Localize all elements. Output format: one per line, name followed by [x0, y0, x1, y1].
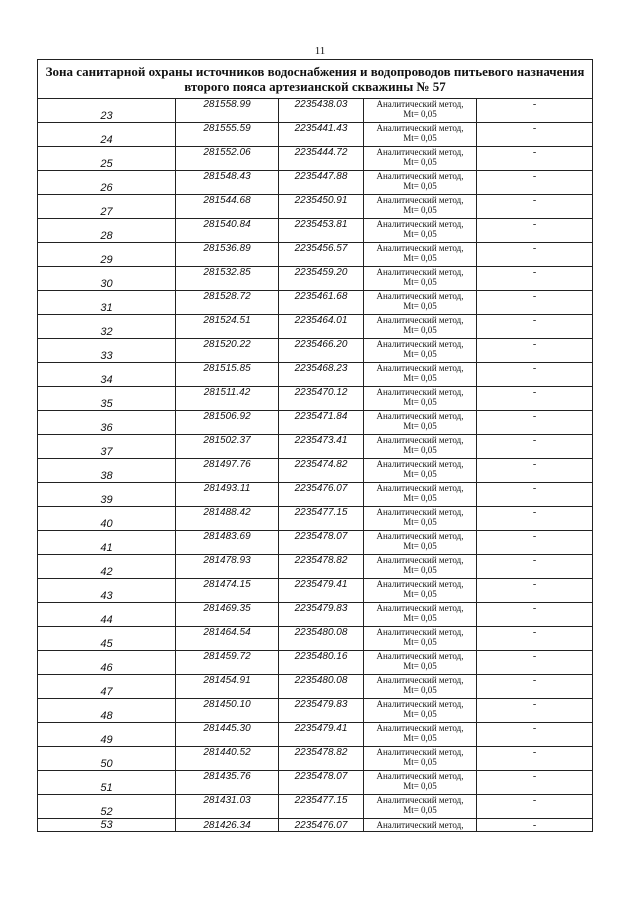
method-accuracy: Mt= 0,05 — [403, 181, 437, 191]
method-accuracy: Mt= 0,05 — [403, 229, 437, 239]
coordinate-y: 2235444.72 — [279, 147, 364, 171]
point-number: 41 — [38, 531, 176, 555]
table-row — [38, 771, 593, 795]
coordinates-table — [37, 59, 593, 832]
method-cell — [364, 459, 477, 483]
coordinate-x: 281464.54 — [176, 627, 279, 651]
point-number: 52 — [38, 795, 176, 819]
point-number: 32 — [38, 315, 176, 339]
point-number: 44 — [38, 603, 176, 627]
method-name: Аналитический метод, — [376, 147, 464, 157]
coordinate-y: 2235480.08 — [279, 675, 364, 699]
method-cell — [364, 363, 477, 387]
point-number: 42 — [38, 555, 176, 579]
table-row — [38, 195, 593, 219]
description-cell: - — [477, 243, 593, 267]
method-cell — [364, 99, 477, 123]
method-cell — [364, 291, 477, 315]
method-accuracy: Mt= 0,05 — [403, 661, 437, 671]
description-cell: - — [477, 483, 593, 507]
method-accuracy: Mt= 0,05 — [403, 133, 437, 143]
table-row — [38, 291, 593, 315]
table-row — [38, 339, 593, 363]
method-accuracy: Mt= 0,05 — [403, 301, 437, 311]
method-accuracy: Mt= 0,05 — [403, 709, 437, 719]
method-accuracy: Mt= 0,05 — [403, 277, 437, 287]
table-row — [38, 315, 593, 339]
method-accuracy: Mt= 0,05 — [403, 517, 437, 527]
point-number: 25 — [38, 147, 176, 171]
coordinate-x: 281454.91 — [176, 675, 279, 699]
description-cell: - — [477, 819, 593, 832]
description-cell: - — [477, 603, 593, 627]
method-name: Аналитический метод, — [376, 435, 464, 445]
description-cell: - — [477, 435, 593, 459]
table-row — [38, 435, 593, 459]
description-cell: - — [477, 795, 593, 819]
method-cell — [364, 651, 477, 675]
coordinate-y: 2235438.03 — [279, 99, 364, 123]
point-number: 31 — [38, 291, 176, 315]
table-row — [38, 171, 593, 195]
method-cell — [364, 435, 477, 459]
table-row — [38, 819, 593, 832]
method-name: Аналитический метод, — [376, 603, 464, 613]
description-cell: - — [477, 291, 593, 315]
method-cell — [364, 219, 477, 243]
method-name: Аналитический метод, — [376, 171, 464, 181]
table-row — [38, 387, 593, 411]
method-name: Аналитический метод, — [376, 483, 464, 493]
method-cell — [364, 507, 477, 531]
table-row — [38, 507, 593, 531]
method-name: Аналитический метод, — [376, 507, 464, 517]
description-cell: - — [477, 747, 593, 771]
table-row — [38, 651, 593, 675]
point-number: 36 — [38, 411, 176, 435]
description-cell: - — [477, 699, 593, 723]
table-row — [38, 123, 593, 147]
method-cell — [364, 483, 477, 507]
method-accuracy: Mt= 0,05 — [403, 541, 437, 551]
table-row — [38, 483, 593, 507]
coordinate-x: 281426.34 — [176, 819, 279, 832]
method-name: Аналитический метод, — [376, 219, 464, 229]
method-cell — [364, 627, 477, 651]
method-accuracy: Mt= 0,05 — [403, 421, 437, 431]
description-cell: - — [477, 651, 593, 675]
description-cell: - — [477, 627, 593, 651]
method-cell — [364, 747, 477, 771]
method-cell — [364, 699, 477, 723]
coordinate-y: 2235441.43 — [279, 123, 364, 147]
point-number: 39 — [38, 483, 176, 507]
table-row — [38, 603, 593, 627]
method-name: Аналитический метод, — [376, 123, 464, 133]
point-number: 38 — [38, 459, 176, 483]
coordinate-x: 281515.85 — [176, 363, 279, 387]
method-cell — [364, 531, 477, 555]
point-number: 23 — [38, 99, 176, 123]
method-name: Аналитический метод, — [376, 627, 464, 637]
table-title: Зона санитарной охраны источников водоснабжения и водопроводов питьевого назначения второго пояса артезианской скважины № 57 — [38, 60, 593, 99]
coordinate-x: 281450.10 — [176, 699, 279, 723]
table-title-row — [38, 60, 593, 99]
coordinate-y: 2235478.82 — [279, 747, 364, 771]
method-name: Аналитический метод, — [376, 291, 464, 301]
table-row — [38, 363, 593, 387]
description-cell: - — [477, 171, 593, 195]
method-name: Аналитический метод, — [376, 555, 464, 565]
coordinate-x: 281524.51 — [176, 315, 279, 339]
method-accuracy: Mt= 0,05 — [403, 613, 437, 623]
page-number: 11 — [314, 45, 326, 57]
coordinate-y: 2235478.82 — [279, 555, 364, 579]
method-accuracy: Mt= 0,05 — [403, 757, 437, 767]
method-name: Аналитический метод, — [376, 267, 464, 277]
point-number: 50 — [38, 747, 176, 771]
method-cell — [364, 123, 477, 147]
table-row — [38, 747, 593, 771]
method-accuracy: Mt= 0,05 — [403, 205, 437, 215]
coordinate-y: 2235476.07 — [279, 483, 364, 507]
coordinate-x: 281435.76 — [176, 771, 279, 795]
method-accuracy: Mt= 0,05 — [403, 781, 437, 791]
description-cell: - — [477, 675, 593, 699]
coordinate-x: 281488.42 — [176, 507, 279, 531]
method-cell — [364, 723, 477, 747]
method-accuracy: Mt= 0,05 — [403, 589, 437, 599]
coordinate-y: 2235476.07 — [279, 819, 364, 832]
method-name: Аналитический метод, — [376, 771, 464, 781]
method-accuracy: Mt= 0,05 — [403, 637, 437, 647]
point-number: 33 — [38, 339, 176, 363]
method-cell — [364, 795, 477, 819]
description-cell: - — [477, 387, 593, 411]
coordinate-y: 2235468.23 — [279, 363, 364, 387]
coordinate-y: 2235480.16 — [279, 651, 364, 675]
point-number: 43 — [38, 579, 176, 603]
coordinate-x: 281497.76 — [176, 459, 279, 483]
description-cell: - — [477, 531, 593, 555]
coordinate-y: 2235471.84 — [279, 411, 364, 435]
coordinate-y: 2235477.15 — [279, 507, 364, 531]
method-cell — [364, 171, 477, 195]
method-name: Аналитический метод, — [376, 99, 464, 109]
coordinate-y: 2235461.68 — [279, 291, 364, 315]
coordinate-x: 281431.03 — [176, 795, 279, 819]
method-accuracy: Mt= 0,05 — [403, 565, 437, 575]
table-row — [38, 555, 593, 579]
coordinate-x: 281440.52 — [176, 747, 279, 771]
table-row — [38, 459, 593, 483]
coordinate-x: 281532.85 — [176, 267, 279, 291]
method-name: Аналитический метод, — [376, 195, 464, 205]
coordinate-y: 2235450.91 — [279, 195, 364, 219]
coordinate-x: 281528.72 — [176, 291, 279, 315]
method-name: Аналитический метод, — [376, 699, 464, 709]
coordinate-y: 2235477.15 — [279, 795, 364, 819]
point-number: 37 — [38, 435, 176, 459]
description-cell: - — [477, 315, 593, 339]
coordinate-x: 281469.35 — [176, 603, 279, 627]
point-number: 45 — [38, 627, 176, 651]
description-cell: - — [477, 99, 593, 123]
point-number: 53 — [38, 819, 176, 832]
point-number: 30 — [38, 267, 176, 291]
method-name: Аналитический метод, — [376, 795, 464, 805]
coordinate-x: 281511.42 — [176, 387, 279, 411]
coordinate-x: 281474.15 — [176, 579, 279, 603]
table-row — [38, 243, 593, 267]
coordinate-x: 281506.92 — [176, 411, 279, 435]
coordinate-y: 2235480.08 — [279, 627, 364, 651]
description-cell: - — [477, 411, 593, 435]
coordinate-x: 281540.84 — [176, 219, 279, 243]
method-name: Аналитический метод, — [376, 531, 464, 541]
method-accuracy: Mt= 0,05 — [403, 493, 437, 503]
method-name: Аналитический метод, — [376, 675, 464, 685]
point-number: 26 — [38, 171, 176, 195]
point-number: 49 — [38, 723, 176, 747]
description-cell: - — [477, 363, 593, 387]
description-cell: - — [477, 123, 593, 147]
point-number: 29 — [38, 243, 176, 267]
coordinate-x: 281493.11 — [176, 483, 279, 507]
coordinate-y: 2235479.41 — [279, 579, 364, 603]
description-cell: - — [477, 339, 593, 363]
method-accuracy: Mt= 0,05 — [403, 397, 437, 407]
description-cell: - — [477, 771, 593, 795]
method-name: Аналитический метод, — [376, 651, 464, 661]
method-name: Аналитический метод, — [376, 579, 464, 589]
method-cell — [364, 771, 477, 795]
coordinate-x: 281558.99 — [176, 99, 279, 123]
coordinate-x: 281520.22 — [176, 339, 279, 363]
coordinate-x: 281478.93 — [176, 555, 279, 579]
method-name: Аналитический метод, — [376, 243, 464, 253]
table-row — [38, 699, 593, 723]
table-row — [38, 795, 593, 819]
table-row — [38, 675, 593, 699]
method-cell — [364, 603, 477, 627]
description-cell: - — [477, 555, 593, 579]
point-number: 40 — [38, 507, 176, 531]
coordinate-y: 2235447.88 — [279, 171, 364, 195]
point-number: 48 — [38, 699, 176, 723]
point-number: 51 — [38, 771, 176, 795]
description-cell: - — [477, 507, 593, 531]
method-accuracy: Mt= 0,05 — [403, 733, 437, 743]
method-name: Аналитический метод, — [376, 411, 464, 421]
coordinate-y: 2235478.07 — [279, 531, 364, 555]
point-number: 35 — [38, 387, 176, 411]
table-row — [38, 627, 593, 651]
method-cell — [364, 315, 477, 339]
table-row — [38, 579, 593, 603]
method-accuracy: Mt= 0,05 — [403, 325, 437, 335]
method-cell — [364, 147, 477, 171]
method-accuracy: Mt= 0,05 — [403, 157, 437, 167]
coordinate-x: 281445.30 — [176, 723, 279, 747]
table-row — [38, 219, 593, 243]
coordinate-y: 2235464.01 — [279, 315, 364, 339]
table-row — [38, 99, 593, 123]
description-cell: - — [477, 195, 593, 219]
description-cell: - — [477, 579, 593, 603]
method-cell — [364, 819, 477, 832]
method-accuracy: Mt= 0,05 — [403, 469, 437, 479]
coordinate-y: 2235473.41 — [279, 435, 364, 459]
point-number: 47 — [38, 675, 176, 699]
method-name: Аналитический метод, — [376, 723, 464, 733]
method-cell — [364, 387, 477, 411]
coordinate-y: 2235456.57 — [279, 243, 364, 267]
method-accuracy: Mt= 0,05 — [403, 805, 437, 815]
coordinate-y: 2235466.20 — [279, 339, 364, 363]
method-cell — [364, 579, 477, 603]
coordinate-x: 281459.72 — [176, 651, 279, 675]
coordinate-x: 281544.68 — [176, 195, 279, 219]
coordinate-y: 2235474.82 — [279, 459, 364, 483]
coordinate-x: 281483.69 — [176, 531, 279, 555]
description-cell: - — [477, 267, 593, 291]
table-row — [38, 267, 593, 291]
coordinate-x: 281552.06 — [176, 147, 279, 171]
point-number: 46 — [38, 651, 176, 675]
method-name: Аналитический метод, — [376, 315, 464, 325]
coordinate-x: 281555.59 — [176, 123, 279, 147]
method-name: Аналитический метод, — [376, 747, 464, 757]
method-cell — [364, 411, 477, 435]
description-cell: - — [477, 459, 593, 483]
method-accuracy: Mt= 0,05 — [403, 253, 437, 263]
method-cell — [364, 555, 477, 579]
point-number: 34 — [38, 363, 176, 387]
method-name: Аналитический метод, — [376, 459, 464, 469]
description-cell: - — [477, 723, 593, 747]
method-name: Аналитический метод, — [376, 820, 464, 830]
description-cell: - — [477, 147, 593, 171]
coordinate-y: 2235470.12 — [279, 387, 364, 411]
method-cell — [364, 675, 477, 699]
coordinate-y: 2235459.20 — [279, 267, 364, 291]
table-row — [38, 723, 593, 747]
coordinate-y: 2235479.83 — [279, 603, 364, 627]
method-accuracy: Mt= 0,05 — [403, 445, 437, 455]
coordinate-y: 2235453.81 — [279, 219, 364, 243]
method-cell — [364, 243, 477, 267]
method-accuracy: Mt= 0,05 — [403, 685, 437, 695]
coordinate-x: 281548.43 — [176, 171, 279, 195]
method-cell — [364, 267, 477, 291]
method-name: Аналитический метод, — [376, 363, 464, 373]
point-number: 24 — [38, 123, 176, 147]
method-accuracy: Mt= 0,05 — [403, 109, 437, 119]
method-name: Аналитический метод, — [376, 387, 464, 397]
point-number: 28 — [38, 219, 176, 243]
coordinate-y: 2235478.07 — [279, 771, 364, 795]
method-cell — [364, 339, 477, 363]
table-row — [38, 411, 593, 435]
method-cell — [364, 195, 477, 219]
coordinate-y: 2235479.41 — [279, 723, 364, 747]
point-number: 27 — [38, 195, 176, 219]
table-row — [38, 531, 593, 555]
coordinate-y: 2235479.83 — [279, 699, 364, 723]
method-name: Аналитический метод, — [376, 339, 464, 349]
coordinate-x: 281536.89 — [176, 243, 279, 267]
table-body — [38, 99, 593, 832]
table-row — [38, 147, 593, 171]
method-accuracy: Mt= 0,05 — [403, 349, 437, 359]
method-accuracy: Mt= 0,05 — [403, 373, 437, 383]
description-cell: - — [477, 219, 593, 243]
coordinate-x: 281502.37 — [176, 435, 279, 459]
